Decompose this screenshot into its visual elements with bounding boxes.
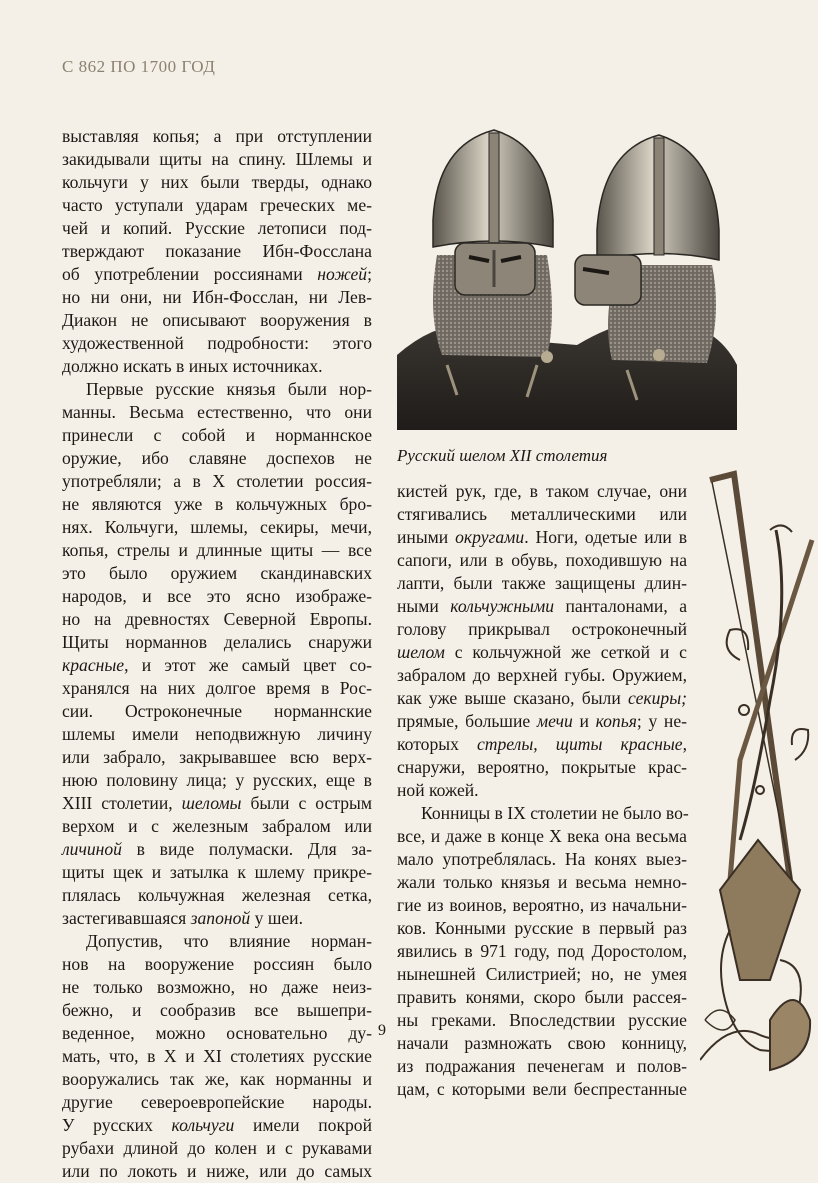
text-line: кистей рук, где, в таком случае, они (397, 481, 687, 501)
text-run: в виде полумаски. Для за- (121, 839, 372, 859)
italic-term: запоной (190, 908, 251, 928)
text-line (397, 710, 687, 733)
text-run: были с острым (241, 793, 372, 813)
text-line (62, 1114, 372, 1137)
italic-term: копья (595, 711, 637, 731)
text-run: , и этот же самый цвет со- (124, 655, 372, 675)
text-line: не только возможно, но даже неиз- (62, 977, 372, 997)
text-line: Конницы в IX столетии не было во- (421, 803, 689, 823)
italic-term: ножей (317, 264, 368, 284)
italic-term: личиной (62, 839, 122, 859)
italic-term: мечи (536, 711, 573, 731)
text-line: но на древностях Северной Европы. (62, 609, 372, 629)
text-line: щиты щек и затылка к шлему прикре- (62, 862, 372, 882)
text-line: начали размножать свою конницу, (397, 1033, 687, 1053)
text-line: шлемы имели неподвижную личину (62, 724, 372, 744)
illustration-caption: Русский шелом XII столетия (397, 446, 608, 465)
text-line: принесли с собой и норманнское (62, 425, 372, 445)
text-line: это было оружием скандинавских (62, 563, 372, 583)
text-line: все, и даже в конце X века она весьма (397, 826, 687, 846)
text-run: прямые, большие (397, 711, 537, 731)
text-run: застегивавшаяся (62, 908, 191, 928)
text-line: или забрало, закрывавшее всю верх- (62, 747, 372, 767)
text-line: оружие, ибо славяне доспехов не (62, 448, 372, 468)
text-line: жали только князья и весьма немно- (397, 872, 687, 892)
text-run: имели покрой (234, 1115, 373, 1135)
text-line (62, 838, 372, 861)
text-line: должно искать в иных источниках. (62, 356, 323, 376)
italic-term: шеломы (181, 793, 242, 813)
text-line (62, 792, 372, 815)
text-run: панталонами, а (554, 596, 687, 616)
text-run: которых (397, 734, 477, 754)
text-line: из подражания печенегам и полов- (397, 1056, 687, 1076)
text-line: копья, стрелы и длинные щиты — все (62, 540, 372, 560)
two-helmeted-warriors-illustration (397, 125, 737, 430)
text-line: но ни они, ни Ибн-Фосслан, ни Лев- (62, 287, 372, 307)
italic-term: округами (455, 527, 525, 547)
text-line (397, 641, 687, 664)
italic-term: кольчужными (450, 596, 554, 616)
text-line: ны греками. Впоследствии русские (397, 1010, 687, 1030)
text-run: у шеи. (250, 908, 303, 928)
text-line: чей и копий. Русские летописи под- (62, 218, 372, 238)
italic-term: шелом (397, 642, 445, 662)
left-text-column (62, 125, 372, 1183)
text-run: ными (397, 596, 451, 616)
text-line: лапти, были также защищены длин- (397, 573, 687, 593)
text-line: народов, и все это ясно изображе- (62, 586, 372, 606)
text-run: XIII столетии, (62, 793, 182, 813)
text-line: править конями, скоро были рассея- (397, 987, 687, 1007)
text-line: манны. Весьма естественно, что они (62, 402, 372, 422)
text-line: плялась кольчужная железная сетка, (62, 885, 372, 905)
text-line (397, 687, 687, 710)
text-run: иными (397, 527, 456, 547)
text-line: Допустив, что влияние норман- (86, 931, 372, 951)
italic-term: секиры; (628, 688, 687, 708)
text-line: мало употреблялась. На конях выез- (397, 849, 687, 869)
text-line: ков. Конными русские в первый раз (397, 918, 687, 938)
text-line (397, 595, 687, 618)
text-line: нынешней Силистрией; но, не умея (397, 964, 687, 984)
text-run: ; (367, 264, 372, 284)
text-line: гие из воинов, вероятно, из начальни- (397, 895, 687, 915)
text-line: часто уступали ударам греческих ме- (62, 195, 372, 215)
text-run: , (682, 734, 687, 754)
text-line: художественной подробности: этого (62, 333, 372, 353)
text-line: употребляли; а в X столетии россия- (62, 471, 372, 491)
crossed-muskets-and-sabre-ornament (700, 460, 818, 1080)
text-line: Щиты норманнов делались снаружи (62, 632, 372, 652)
text-line: забралом до верхней губы. Оружием, (397, 665, 687, 685)
text-run: с кольчужной же сеткой и с (444, 642, 687, 662)
text-line (62, 654, 372, 677)
text-run: . Ноги, одетые или в (524, 527, 688, 547)
text-line: нюю половину лица; у русских, еще в (62, 770, 372, 790)
text-line: нов на вооружение россиян было (62, 954, 372, 974)
helmet-illustration (397, 125, 737, 430)
text-line: верхом и с железным забралом или (62, 816, 372, 836)
text-line: цам, с которыми вели беспрестанные (397, 1079, 687, 1099)
text-line: явились в 971 году, под Доростолом, (397, 941, 687, 961)
running-head: С 862 ПО 1700 ГОД (62, 57, 216, 76)
text-line (397, 526, 687, 549)
text-run: как уже выше сказано, были (397, 688, 629, 708)
text-line: Первые русские князья были нор- (86, 379, 372, 399)
text-line: веденное, можно основательно ду- (62, 1023, 372, 1043)
text-line: снаружи, вероятно, покрытые крас- (397, 757, 687, 777)
text-line: другие североевропейские народы. (62, 1092, 372, 1112)
text-run: У русских (62, 1115, 172, 1135)
text-line: выставляя копья; а при отступлении (62, 126, 372, 146)
text-line: вооружались так же, как норманны и (62, 1069, 372, 1089)
text-line: тверждают показание Ибн-Фосслана (62, 241, 372, 261)
text-line: стягивались металлическими или (397, 504, 687, 524)
text-run: ; у не- (636, 711, 687, 731)
text-line (62, 263, 372, 286)
text-line: или по локоть и ниже, или до самых (62, 1161, 372, 1181)
text-line: сии. Остроконечные норманнские (62, 701, 372, 721)
text-run: об употреблении россиянами (62, 264, 318, 284)
text-line: ной кожей. (397, 780, 479, 800)
text-line: Диакон не описывают вооружения в (62, 310, 372, 330)
muskets-ornament (700, 460, 818, 1080)
text-line: не являются уже в кольчужных бро- (62, 494, 372, 514)
text-line (397, 733, 687, 756)
text-line: закидывали щиты на спину. Шлемы и (62, 149, 372, 169)
text-line: кольчуги у них были тверды, однако (62, 172, 372, 192)
text-line: бежно, и сообразив все вышепри- (62, 1000, 372, 1020)
right-text-column (397, 480, 687, 1101)
italic-term: стрелы, щиты красные (476, 734, 683, 754)
italic-term: кольчуги (171, 1115, 235, 1135)
page-number: 9 (378, 1022, 386, 1039)
italic-term: красные (62, 655, 125, 675)
text-run: и (572, 711, 596, 731)
text-line (62, 907, 372, 930)
text-line: сапоги, или в обувь, походившую на (397, 550, 687, 570)
text-line: рубахи длиной до колен и с рукавами (62, 1138, 372, 1158)
text-line: мать, что, в X и XI столетиях русские (62, 1046, 372, 1066)
text-line: голову прикрывал остроконечный (397, 619, 687, 639)
text-line: хранялся на них долгое время в Рос- (62, 678, 372, 698)
text-line: нях. Кольчуги, шлемы, секиры, мечи, (62, 517, 372, 537)
